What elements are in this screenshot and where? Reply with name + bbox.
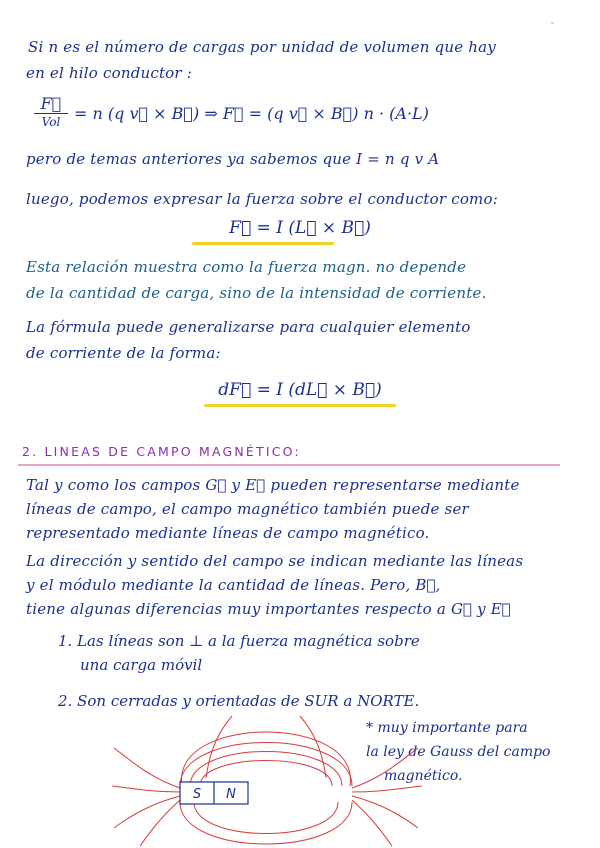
list-item-1: 1. Las líneas son ⊥ a la fuerza magnética sobre (58, 632, 420, 650)
para-b-line-1: Esta relación muestra como la fuerza magn. no depende (26, 258, 467, 276)
section-2-p1-line-3: representado mediante líneas de campo magnético. (26, 524, 430, 542)
para-a-line-1: pero de temas anteriores ya sabemos que I = n q v A (26, 150, 440, 168)
list-item-2: 2. Son cerradas y orientadas de SUR a NORTE. (58, 692, 420, 710)
list-item-1-cont: una carga móvil (80, 656, 203, 674)
corner-mark: - (550, 18, 554, 29)
magnet-south-label: S (192, 787, 202, 802)
section-2-p2-line-1: La dirección y sentido del campo se indican mediante las líneas (26, 552, 524, 570)
eq1-denominator: Vol (34, 113, 68, 129)
intro-line-1: Si n es el número de cargas por unidad de volumen que hay (28, 38, 496, 56)
magnet-north-label: N (226, 787, 236, 802)
eq3-highlight (204, 404, 396, 407)
note-line-3: magnético. (384, 768, 463, 784)
eq3-formula: dF⃗ = I (dL⃗ × B⃗) (218, 380, 382, 400)
section-2-p2-line-3: tiene algunas diferencias muy importantes respecto a G⃗ y E⃗ (26, 600, 511, 618)
para-a-line-2: luego, podemos expresar la fuerza sobre el conductor como: (26, 190, 498, 208)
note-line-1: * muy importante para (366, 720, 528, 736)
section-2-p1-line-2: líneas de campo, el campo magnético también puede ser (26, 500, 469, 518)
para-c-line-1: La fórmula puede generalizarse para cualquier elemento (26, 318, 471, 336)
note-line-2: la ley de Gauss del campo (366, 744, 551, 760)
intro-line-2: en el hilo conductor : (26, 64, 193, 82)
section-2-p1-line-1: Tal y como los campos G⃗ y E⃗ pueden representarse mediante (26, 476, 520, 494)
eq2-highlight (192, 242, 334, 245)
eq1-fraction (34, 94, 68, 129)
magnet-field-diagram (110, 708, 440, 848)
section-2-p2-line-2: y el módulo mediante la cantidad de líneas. Pero, B⃗, (26, 576, 441, 594)
para-c-line-2: de corriente de la forma: (26, 344, 221, 362)
eq1-numerator: F⃗ (40, 94, 62, 113)
eq2-formula: F⃗ = I (L⃗ × B⃗) (229, 218, 371, 238)
para-b-line-2: de la cantidad de carga, sino de la intensidad de corriente. (26, 284, 487, 302)
section-2-rule (18, 464, 560, 466)
section-2-heading: 2. LINEAS DE CAMPO MAGNÉTICO: (22, 444, 301, 459)
eq1-rhs: = n (q v⃗ × B⃗) ⇒ F⃗ = (q v⃗ × B⃗) n · (A·L) (74, 104, 429, 123)
